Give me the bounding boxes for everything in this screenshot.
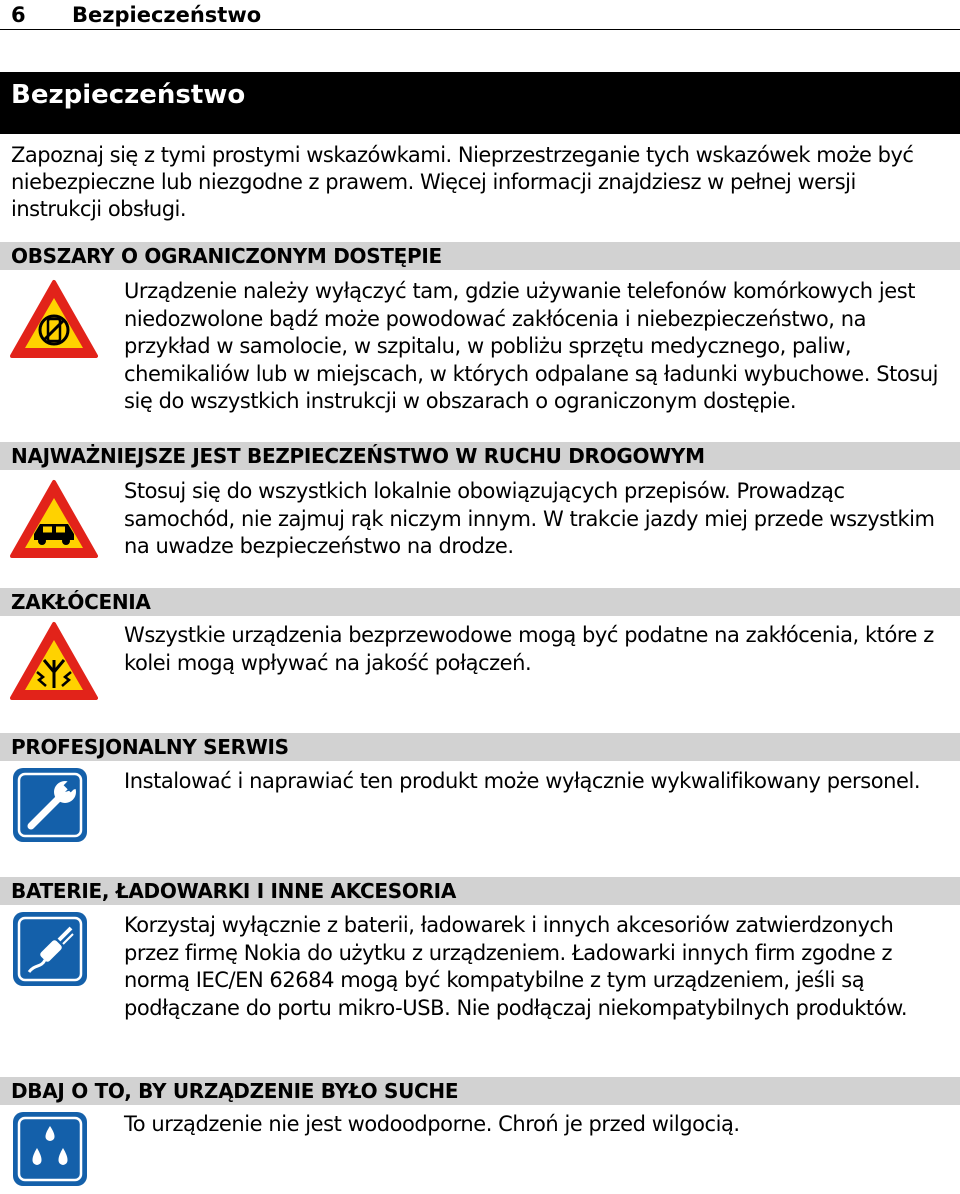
section-heading-bar	[0, 588, 960, 616]
section-text: Wszystkie urządzenia bezprzewodowe mogą być podatne na zakłócenia, które z kolei mogą wpływać na jakość połączeń.	[124, 623, 934, 675]
section-heading: OBSZARY O OGRANICZONYM DOSTĘPIE	[11, 244, 442, 268]
section-heading: BATERIE, ŁADOWARKI I INNE AKCESORIA	[11, 879, 456, 903]
section-heading: NAJWAŻNIEJSZE JEST BEZPIECZEŃSTWO W RUCHU DROGOWYM	[11, 444, 705, 468]
section-text: Urządzenie należy wyłączyć tam, gdzie używanie telefonów komórkowych jest niedozwolone bądź może powodować zakłócenia i niebezpieczeństwo, na przykład w samolocie, w szpitalu, w pobliżu sprzętu medycznego, paliw, chemikaliów lub w miejscach, w których odpalane są ładunki wybuchowe. Stosuj się do wszystkich instrukcji w obszarach o ograniczonym dostępie.	[124, 279, 939, 413]
charger-plug-icon	[11, 910, 89, 988]
section-heading-bar	[0, 877, 960, 905]
wrench-icon	[11, 766, 89, 844]
intro-paragraph: Zapoznaj się z tymi prostymi wskazówkami. Nieprzestrzeganie tych wskazówek może być niebezpieczne lub niezgodne z prawem. Więcej informacji znajdziesz w pełnej wersji instrukcji obsługi.	[11, 143, 914, 221]
section-heading: ZAKŁÓCENIA	[11, 590, 151, 614]
page-header	[0, 0, 960, 30]
section-heading-bar	[0, 242, 960, 270]
water-drops-icon	[11, 1110, 89, 1188]
section-heading: PROFESJONALNY SERWIS	[11, 735, 289, 759]
car-warning-icon	[10, 478, 98, 560]
section-text: Korzystaj wyłącznie z baterii, ładowarek i innych akcesoriów zatwierdzonych przez firmę Nokia do użytku z urządzeniem. Ładowarki innych firm zgodne z normą IEC/EN 62684 mogą być kompatybilne z tym urządzeniem, jeśli są podłączane do portu mikro-USB. Nie podłączaj niekompatybilnych produktów.	[124, 913, 908, 1020]
section-text: To urządzenie nie jest wodoodporne. Chroń je przed wilgocią.	[124, 1112, 740, 1136]
no-phone-warning-icon	[10, 278, 98, 360]
section-heading-bar	[0, 442, 960, 470]
section-heading: DBAJ O TO, BY URZĄDZENIE BYŁO SUCHE	[11, 1079, 459, 1103]
section-heading-bar	[0, 733, 960, 761]
section-text: Stosuj się do wszystkich lokalnie obowiązujących przepisów. Prowadząc samochód, nie zajmuj rąk niczym innym. W trakcie jazdy miej przede wszystkim na uwadze bezpieczeństwo na drodze.	[124, 479, 935, 558]
section-heading-bar	[0, 1077, 960, 1105]
section-text: Instalować i naprawiać ten produkt może wyłącznie wykwalifikowany personel.	[124, 769, 921, 793]
chapter-title-band	[0, 72, 960, 134]
chapter-title: Bezpieczeństwo	[11, 80, 246, 110]
interference-warning-icon	[10, 620, 98, 702]
page-number: 6	[11, 3, 26, 27]
running-header-title: Bezpieczeństwo	[72, 3, 262, 27]
